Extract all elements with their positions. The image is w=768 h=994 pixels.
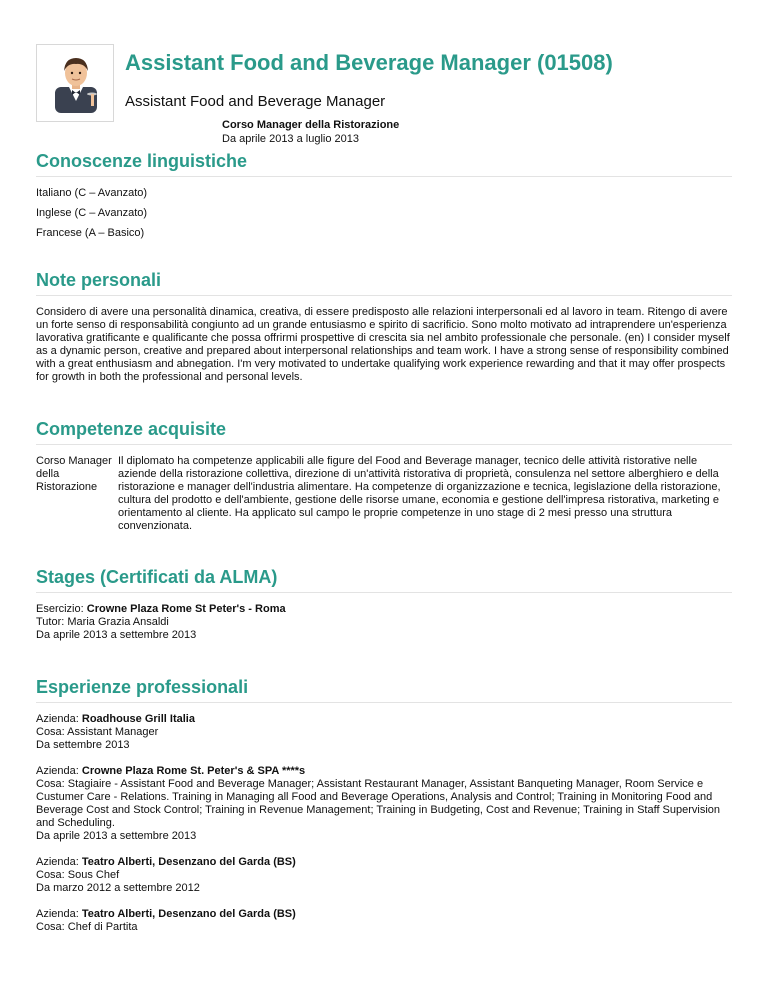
stage-company: Crowne Plaza Rome St Peter's - Roma [86,603,286,615]
skills-label: Corso Manager della Ristorazione [36,455,112,493]
experience-section [36,676,732,947]
experience-item [36,908,732,934]
skills-heading: Competenze acquisite [36,418,732,445]
page-title: Assistant Food and Beverage Manager (01508) [125,50,613,75]
job-subtitle: Assistant Food and Beverage Manager [125,93,386,110]
experience-company-line [36,908,732,921]
stage-item [36,603,732,642]
experience-company-label: Azienda: [36,908,82,920]
course-name: Corso Manager della Ristorazione [222,119,400,131]
experience-role: Cosa: Chef di Partita [36,921,138,933]
experience-dates: Da marzo 2012 a settembre 2012 [36,882,200,894]
experience-company-label: Azienda: [36,713,82,725]
experience-company: Teatro Alberti, Desenzano del Garda (BS) [81,856,296,868]
experience-company-label: Azienda: [36,856,82,868]
experience-company: Roadhouse Grill Italia [81,713,195,725]
stages-heading: Stages (Certificati da ALMA) [36,566,732,593]
personal-notes-text: Considero di avere una personalità dinamica, creativa, di essere predisposto alle relazioni interpersonali ed al lavoro in team. Ritengo di avere un forte senso di responsabilità congiunto ad un grande entusiasmo e spirito di sacrificio. Sono molto motivato ad intraprendere un'esperienza lavorativa gratificante e qualificante che possa offrirmi prospettive di crescita sia nel ambito professionale che personale. (en) I consider myself as a dynamic person, creative and prepared about interpersonal relationships and team work. I have a strong sense of responsibility combined with a great enthusiasm and abnegation. I'm very motivated to undertake qualifying work experience rewarding and that it may offer prospects for growth in both the professional and personal levels. [36,306,730,383]
experience-company-line [36,713,732,726]
experience-item [36,856,732,895]
experience-company-label: Azienda: [36,765,82,777]
waiter-avatar-icon [47,53,105,115]
experience-list [36,713,732,934]
stage-company-line [36,603,732,616]
experience-role: Cosa: Assistant Manager [36,726,159,738]
experience-heading: Esperienze professionali [36,676,732,703]
languages-heading: Conoscenze linguistiche [36,150,732,177]
stages-section [36,566,732,642]
experience-company: Crowne Plaza Rome St. Peter's & SPA ****s [81,765,306,777]
skills-row [36,455,732,533]
stage-dates: Da aprile 2013 a settembre 2013 [36,629,197,641]
course-dates: Da aprile 2013 a luglio 2013 [222,133,359,145]
experience-role: Cosa: Stagiaire - Assistant Food and Beverage Manager; Assistant Restaurant Manager, Assistant Banqueting Manager, Room Service e Custumer Care - Relations. Training in Managing all Food and Beverage Operations, Analysis and Control; Training in Monitoring Food and Beverage Cost and Stock Control; Training in Revenue Management; Training in Budgeting, Cost and Revenue; Training in Staff Supervision and Scheduling. [36,778,721,829]
experience-company-line [36,765,732,778]
stage-company-label: Esercizio: [36,603,87,615]
experience-company: Teatro Alberti, Desenzano del Garda (BS) [81,908,296,920]
experience-dates: Da settembre 2013 [36,739,130,751]
profile-avatar [36,44,114,122]
experience-item [36,765,732,843]
language-item: Inglese (C – Avanzato) [36,207,148,219]
stage-tutor: Tutor: Maria Grazia Ansaldi [36,616,169,628]
experience-role: Cosa: Sous Chef [36,869,120,881]
personal-notes-heading: Note personali [36,269,732,296]
languages-section [36,150,732,247]
experience-dates: Da aprile 2013 a settembre 2013 [36,830,197,842]
experience-company-line [36,856,732,869]
experience-item [36,713,732,752]
personal-notes-section [36,269,732,384]
language-list [36,187,732,240]
language-item: Italiano (C – Avanzato) [36,187,148,199]
skills-text: Il diplomato ha competenze applicabili alle figure del Food and Beverage manager, tecnico delle attività ristorative nelle aziende della ristorazione collettiva, direzione di un'attività ristorativa di proprietà, consulenza nel settore alberghiero e della ristorazione e manager dell'industria alimentare. Ha competenze di organizzazione e tecnica, legislazione della ristorazione, cultura del prodotto e dell'ambiente, gestione delle risorse umane, economia e gestione dell'impresa ristorativa, marketing e orientamento al cliente. Ha applicato sul campo le proprie competenze in uno stage di 2 mesi presso una struttura convenzionata. [118,455,721,532]
skills-section [36,418,732,533]
language-item: Francese (A – Basico) [36,227,145,239]
